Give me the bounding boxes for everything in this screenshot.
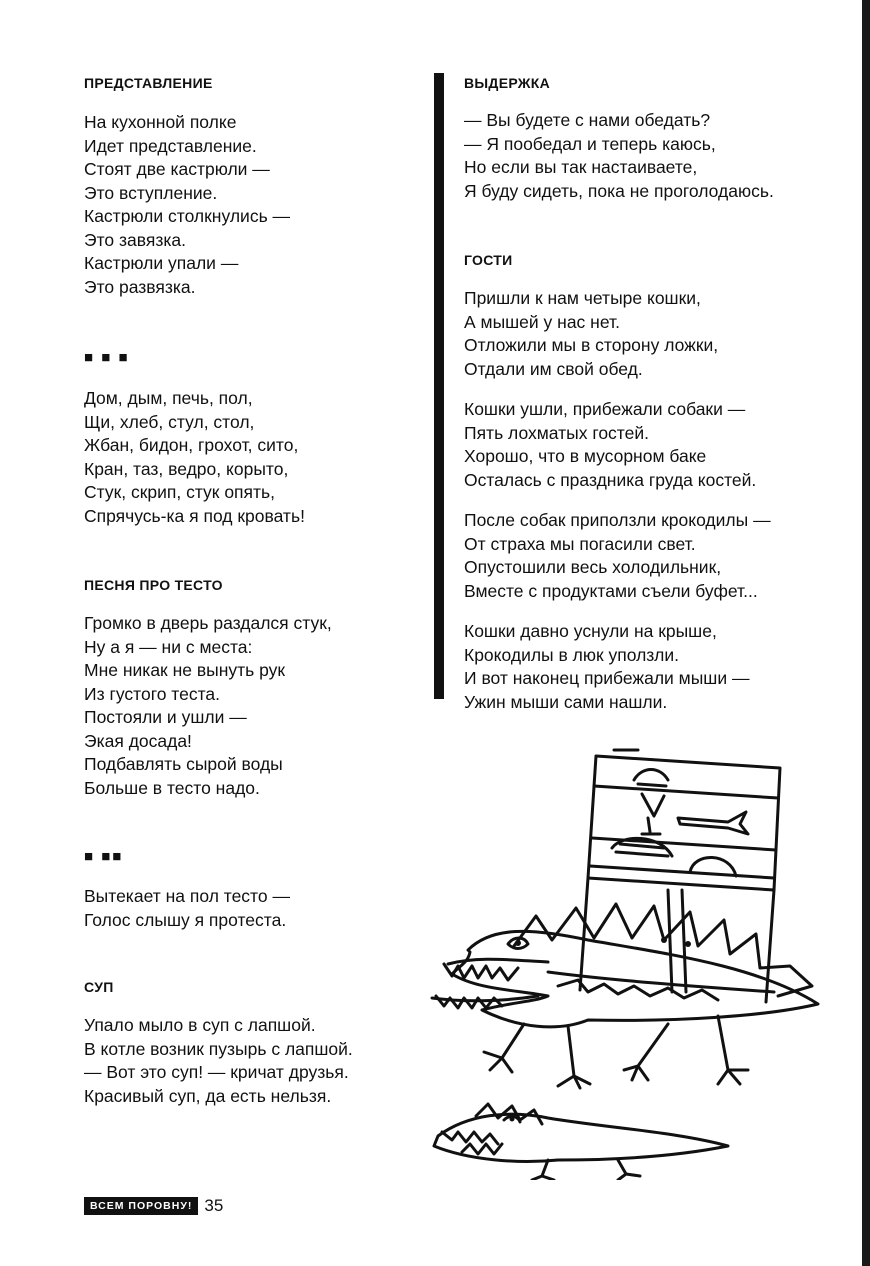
poem-line: Ну а я — ни с места: — [84, 636, 253, 657]
poem-line: Это развязка. — [84, 276, 196, 297]
column-divider-bar — [434, 73, 444, 699]
poem-line: Красивый суп, да есть нельзя. — [84, 1085, 332, 1106]
right-column — [464, 73, 844, 714]
poem-line: После собак приползли крокодилы — — [464, 510, 771, 530]
poem-line: Громко в дверь раздался стук, — [84, 613, 332, 633]
poem-line: Стоят две кастрюли — — [84, 159, 270, 179]
poem-line: На кухонной полке — [84, 112, 237, 132]
poem-line: Пришли к нам четыре кошки, — [464, 288, 701, 308]
poem-line: Жбан, бидон, грохот, сито, — [84, 435, 299, 455]
poem-line: Вытекает на пол тесто — — [84, 886, 290, 906]
poem-vyderzhka — [464, 109, 844, 203]
poem-line: Кастрюли упали — — [84, 253, 239, 273]
poem-gosti — [464, 287, 844, 714]
poem-title-vyderzhka: ВЫДЕРЖКА — [464, 75, 550, 91]
poem-line: — Вот это суп! — кричат друзья. — [84, 1062, 349, 1082]
poem-line: Пять лохматых гостей. — [464, 422, 649, 443]
poem-line: Я буду сидеть, пока не проголодаюсь. — [464, 180, 774, 201]
poem-title-sup: СУП — [84, 979, 114, 995]
stanza — [464, 398, 844, 492]
poem-line: Хорошо, что в мусорном баке — [464, 446, 707, 466]
poem-line: Больше в тесто надо. — [84, 777, 260, 798]
poem-line: И вот наконец прибежали мыши — — [464, 668, 750, 688]
poem-line: Спрячусь-ка я под кровать! — [84, 505, 305, 526]
poem-line: Упало мыло в суп с лапшой. — [84, 1015, 316, 1035]
stanza — [464, 287, 844, 381]
book-title-badge: ВСЕМ ПОРОВНУ! — [84, 1197, 198, 1215]
stanza — [464, 509, 844, 603]
poem-line: А мышей у нас нет. — [464, 311, 620, 332]
poem-title-predstavlenie: ПРЕДСТАВЛЕНИЕ — [84, 75, 213, 91]
poem-line: Щи, хлеб, стул, стол, — [84, 411, 255, 432]
crocodiles-with-cupboard-drawing-icon — [428, 740, 848, 1180]
poem-line: Отдали им свой обед. — [464, 358, 643, 379]
poem-predstavlenie — [84, 111, 424, 299]
poem-line: Идет представление. — [84, 135, 257, 156]
section-separator: ■ ■■ — [84, 848, 124, 865]
poem-line: — Вы будете с нами обедать? — [464, 110, 711, 130]
poem-line: Подбавлять сырой воды — [84, 754, 283, 774]
poem-line: Кошки давно уснули на крыше, — [464, 621, 717, 641]
poem-line: Стук, скрип, стук опять, — [84, 482, 276, 502]
poem-line: Это завязка. — [84, 229, 186, 250]
poem-vytekaet-testo — [84, 885, 424, 932]
poem-line: Но если вы так настаиваете, — [464, 157, 698, 177]
poem-line: Мне никак не вынуть рук — [84, 660, 286, 680]
poem-line: Постояли и ушли — — [84, 707, 247, 727]
poem-line: Опустошили весь холодильник, — [464, 557, 722, 577]
poem-sup — [84, 1014, 424, 1108]
poem-line: Экая досада! — [84, 730, 192, 751]
poem-line: Кошки ушли, прибежали собаки — — [464, 399, 746, 419]
page-number: 35 — [204, 1196, 224, 1215]
section-separator: ■ ■ ■ — [84, 349, 130, 366]
page-edge-shadow — [862, 0, 870, 1266]
poem-line: Кастрюли столкнулись — — [84, 206, 291, 226]
poem-line: — Я пообедал и теперь каюсь, — [464, 133, 716, 154]
poem-dom-dym — [84, 387, 424, 528]
poem-title-gosti: ГОСТИ — [464, 252, 513, 268]
poem-line: Вместе с продуктами съели буфет... — [464, 580, 758, 601]
poem-line: Дом, дым, печь, пол, — [84, 388, 253, 408]
poem-title-pesnya-pro-testo: ПЕСНЯ ПРО ТЕСТО — [84, 577, 223, 593]
poem-line: В котле возник пузырь с лапшой. — [84, 1038, 353, 1059]
poem-line: Отложили мы в сторону ложки, — [464, 335, 719, 355]
poem-line: Ужин мыши сами нашли. — [464, 691, 668, 712]
page-footer — [84, 1196, 223, 1216]
poem-line: Осталась с праздника груда костей. — [464, 469, 757, 490]
poem-pesnya-pro-testo — [84, 612, 424, 800]
poem-line: От страха мы погасили свет. — [464, 533, 696, 554]
poem-line: Кран, таз, ведро, корыто, — [84, 458, 289, 479]
poem-line: Голос слышу я протеста. — [84, 909, 287, 930]
stanza — [464, 620, 844, 714]
poem-line: Из густого теста. — [84, 683, 221, 704]
left-column — [84, 73, 424, 1108]
poem-line: Крокодилы в люк уползли. — [464, 644, 679, 665]
poem-line: Это вступление. — [84, 182, 218, 203]
